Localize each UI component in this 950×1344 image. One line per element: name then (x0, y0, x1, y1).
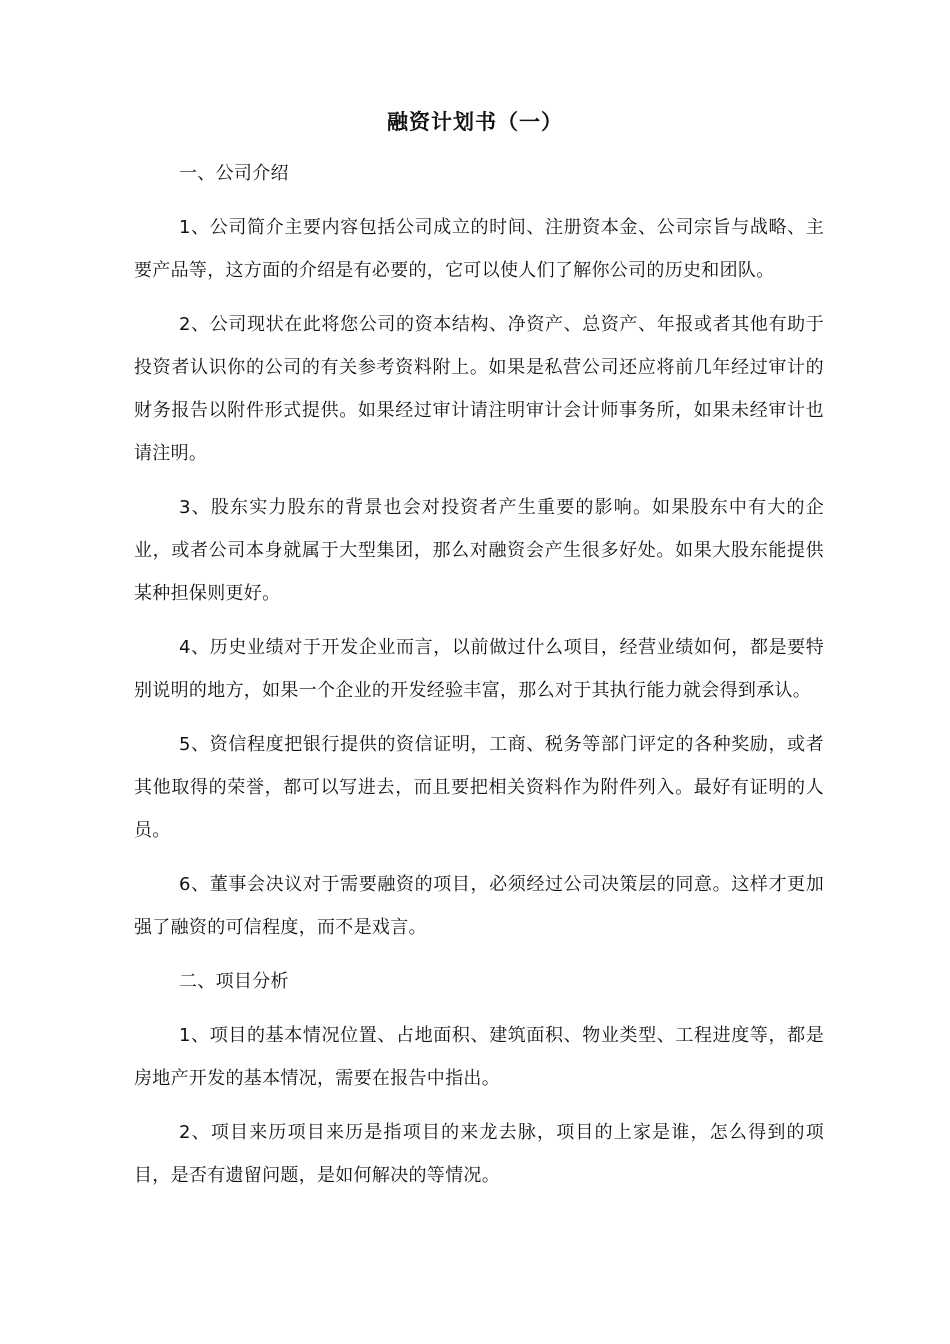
paragraph-project-origin: 2、项目来历项目来历是指项目的来龙去脉，项目的上家是谁，怎么得到的项目，是否有遗留问题，是如何解决的等情况。 (134, 1122, 824, 1186)
section-heading-company-intro: 一、公司介绍 (179, 163, 289, 184)
document-title: 融资计划书（一） (387, 110, 563, 134)
paragraph-shareholder-strength: 3、股东实力股东的背景也会对投资者产生重要的影响。如果股东中有大的企业，或者公司本身就属于大型集团，那么对融资会产生很多好处。如果大股东能提供某种担保则更好。 (134, 497, 824, 604)
paragraph-credit-standing: 5、资信程度把银行提供的资信证明，工商、税务等部门评定的各种奖励，或者其他取得的荣誉，都可以写进去，而且要把相关资料作为附件列入。最好有证明的人员。 (134, 734, 824, 841)
section-heading-project-analysis: 二、项目分析 (179, 971, 289, 992)
paragraph-project-basics: 1、项目的基本情况位置、占地面积、建筑面积、物业类型、工程进度等，都是房地产开发的基本情况，需要在报告中指出。 (134, 1025, 824, 1089)
document-body (134, 152, 824, 1208)
paragraph-board-resolution: 6、董事会决议对于需要融资的项目，必须经过公司决策层的同意。这样才更加强了融资的可信程度，而不是戏言。 (134, 874, 824, 938)
paragraph-track-record: 4、历史业绩对于开发企业而言，以前做过什么项目，经营业绩如何，都是要特别说明的地方，如果一个企业的开发经验丰富，那么对于其执行能力就会得到承认。 (134, 637, 824, 701)
paragraph-company-status: 2、公司现状在此将您公司的资本结构、净资产、总资产、年报或者其他有助于投资者认识你的公司的有关参考资料附上。如果是私营公司还应将前几年经过审计的财务报告以附件形式提供。如果经过审计请注明审计会计师事务所，如果未经审计也请注明。 (134, 314, 824, 464)
paragraph-company-profile: 1、公司简介主要内容包括公司成立的时间、注册资本金、公司宗旨与战略、主要产品等，这方面的介绍是有必要的，它可以使人们了解你公司的历史和团队。 (134, 217, 824, 281)
